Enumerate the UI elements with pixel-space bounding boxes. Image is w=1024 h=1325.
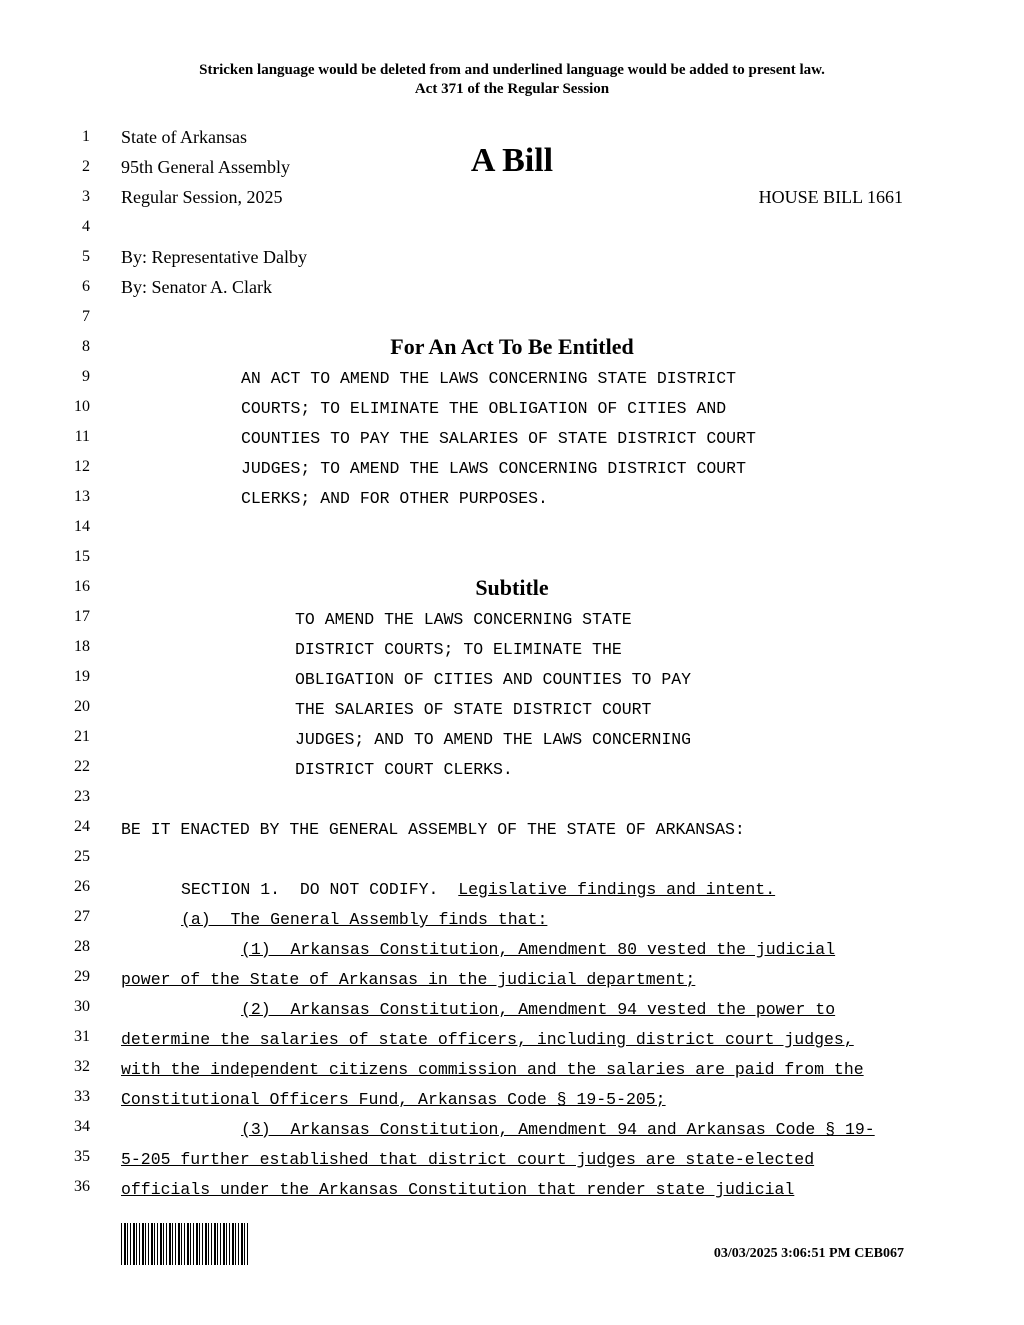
line-number: 36 bbox=[74, 1178, 90, 1195]
line-number: 31 bbox=[74, 1028, 90, 1045]
line-number: 27 bbox=[74, 908, 90, 925]
section-1-title: Legislative findings and intent. bbox=[458, 880, 776, 899]
line-number: 30 bbox=[74, 998, 90, 1015]
act-title-line: COURTS; TO ELIMINATE THE OBLIGATION OF CITIES AND bbox=[241, 399, 727, 418]
section-1-heading bbox=[181, 880, 775, 899]
subtitle-line: THE SALARIES OF STATE DISTRICT COURT bbox=[295, 700, 652, 719]
line-number: 17 bbox=[74, 608, 90, 625]
subtitle-line: DISTRICT COURTS; TO ELIMINATE THE bbox=[295, 640, 622, 659]
bill-state: State of Arkansas bbox=[121, 127, 247, 147]
line-number: 18 bbox=[74, 638, 90, 655]
sponsor-house: By: Representative Dalby bbox=[121, 247, 307, 267]
bill-assembly: 95th General Assembly bbox=[121, 157, 290, 177]
line-number: 13 bbox=[74, 488, 90, 505]
section-text-line: officials under the Arkansas Constitution that render state judicial bbox=[121, 1180, 795, 1199]
line-number: 29 bbox=[74, 968, 90, 985]
line-number: 34 bbox=[74, 1118, 90, 1135]
line-number: 7 bbox=[82, 308, 90, 325]
line-number: 33 bbox=[74, 1088, 90, 1105]
act-heading: For An Act To Be Entitled bbox=[390, 334, 634, 359]
section-text-line: 5-205 further established that district court judges are state-elected bbox=[121, 1150, 815, 1169]
line-number: 14 bbox=[74, 518, 90, 535]
line-number: 19 bbox=[74, 668, 90, 685]
subtitle-line: TO AMEND THE LAWS CONCERNING STATE bbox=[295, 610, 632, 629]
line-number: 26 bbox=[74, 878, 90, 895]
line-number: 12 bbox=[74, 458, 90, 475]
line-number: 11 bbox=[74, 428, 90, 445]
section-text-line: with the independent citizens commission and the salaries are paid from the bbox=[121, 1060, 864, 1079]
section-text-line: (2) Arkansas Constitution, Amendment 94 vested the power to bbox=[241, 1000, 836, 1019]
line-number: 10 bbox=[74, 398, 90, 415]
section-text-line: power of the State of Arkansas in the judicial department; bbox=[121, 970, 696, 989]
act-title-line: AN ACT TO AMEND THE LAWS CONCERNING STATE DISTRICT bbox=[241, 369, 737, 388]
act-title-line: CLERKS; AND FOR OTHER PURPOSES. bbox=[241, 489, 548, 508]
line-number: 35 bbox=[74, 1148, 90, 1165]
subtitle-heading: Subtitle bbox=[475, 575, 549, 600]
line-number: 32 bbox=[74, 1058, 90, 1075]
bill-number: HOUSE BILL 1661 bbox=[758, 187, 903, 207]
line-number: 24 bbox=[74, 818, 90, 835]
bill-session: Regular Session, 2025 bbox=[121, 187, 283, 207]
line-number: 2 bbox=[82, 158, 90, 175]
subtitle-line: DISTRICT COURT CLERKS. bbox=[295, 760, 513, 779]
act-title-line: JUDGES; TO AMEND THE LAWS CONCERNING DISTRICT COURT bbox=[241, 459, 746, 478]
act-title-line: COUNTIES TO PAY THE SALARIES OF STATE DISTRICT COURT bbox=[241, 429, 756, 448]
line-number: 23 bbox=[74, 788, 90, 805]
bill-title: A Bill bbox=[470, 142, 554, 179]
line-number: 6 bbox=[82, 278, 90, 295]
line-number: 5 bbox=[82, 248, 90, 265]
line-number: 25 bbox=[74, 848, 90, 865]
header-notice: Stricken language would be deleted from and underlined language would be added to present law. bbox=[199, 62, 825, 78]
subtitle-line: OBLIGATION OF CITIES AND COUNTIES TO PAY bbox=[295, 670, 692, 689]
line-number: 1 bbox=[82, 128, 90, 145]
section-1-prefix: SECTION 1. DO NOT CODIFY. bbox=[181, 880, 459, 899]
act-number: Act 371 of the Regular Session bbox=[414, 81, 610, 97]
footer-timestamp: 03/03/2025 3:06:51 PM CEB067 bbox=[713, 1246, 904, 1261]
sponsor-senate: By: Senator A. Clark bbox=[121, 277, 272, 297]
section-text-line: (1) Arkansas Constitution, Amendment 80 vested the judicial bbox=[241, 940, 836, 959]
line-number: 28 bbox=[74, 938, 90, 955]
line-number: 15 bbox=[74, 548, 90, 565]
subtitle-line: JUDGES; AND TO AMEND THE LAWS CONCERNING bbox=[295, 730, 692, 749]
line-number: 20 bbox=[74, 698, 90, 715]
barcode bbox=[121, 1223, 249, 1265]
line-number: 8 bbox=[82, 338, 90, 355]
section-text-line: (3) Arkansas Constitution, Amendment 94 and Arkansas Code § 19- bbox=[241, 1120, 875, 1139]
section-text-line: determine the salaries of state officers, including district court judges, bbox=[121, 1030, 854, 1049]
line-number: 21 bbox=[74, 728, 90, 745]
line-number: 9 bbox=[82, 368, 90, 385]
line-number: 16 bbox=[74, 578, 90, 595]
section-text-line: Constitutional Officers Fund, Arkansas Code § 19-5-205; bbox=[121, 1090, 666, 1109]
section-text-line: (a) The General Assembly finds that: bbox=[181, 910, 548, 929]
line-number: 3 bbox=[82, 188, 90, 205]
line-number: 4 bbox=[82, 218, 90, 235]
line-number: 22 bbox=[74, 758, 90, 775]
enacting-clause: BE IT ENACTED BY THE GENERAL ASSEMBLY OF THE STATE OF ARKANSAS: bbox=[121, 820, 745, 839]
